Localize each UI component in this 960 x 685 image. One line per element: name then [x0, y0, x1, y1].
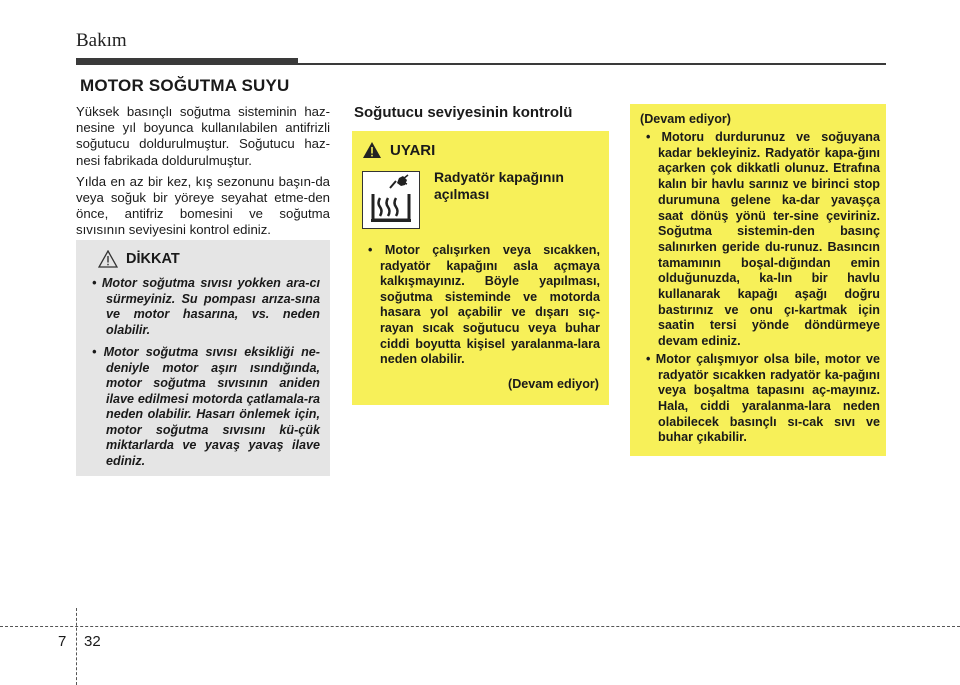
caution-item: • Motor soğutma sıvısı yokken ara-cı sürmeyiniz. Su pompası arıza-sına ve motor hasarına, vs. neden olabilir.: [92, 276, 320, 337]
continued-note: (Devam ediyor): [508, 377, 599, 391]
intro-paragraph-1: Yüksek basınçlı soğutma sisteminin haz-nesine yıl boyunca kullanılabilen antifrizli soğutucu doldurulmuştur. Soğutucu haz-nesi fabrikada doldurulmuştur.: [76, 104, 330, 168]
warning-box: [352, 131, 609, 405]
section-title: MOTOR SOĞUTMA SUYU: [80, 76, 290, 95]
warning-subtitle-line-2: açılması: [434, 186, 490, 202]
continued-item: • Motoru durdurunuz ve soğuyana kadar bekleyiniz. Radyatör kapa-ğını açarken çok dikkatli olunuz. Etrafına kalın bir havlu sarınız ve birinci stop durumuna gelene ka-dar yavaşça saat dönüş yönü ter-sine çeviriniz. Soğutma sistemin-den basınç salınırken geride du-runuz. Basıncın tamamının boşal-dığından emin olduğunuzda, ka-lın bir havlu kullanarak kapağı aşağı doğru bastırınız ve onu çı-kartmak için saatin tersi yönde döndürmeye devam ediniz.: [646, 130, 880, 349]
warning-subtitle-line-1: Radyatör kapağının: [434, 169, 564, 185]
continued-list: [636, 130, 880, 448]
warning-label: UYARI: [390, 141, 436, 159]
caution-box: [76, 240, 330, 476]
warning-triangle-filled-icon: [362, 141, 382, 159]
page-number: 32: [84, 633, 101, 650]
hot-radiator-icon: [362, 171, 420, 229]
warning-item: • Motor çalışırken veya sıcakken, radyatör kapağını asla açmaya kalkışmayınız. Böyle yapılması, soğutma sisteminde ve motorda hasara yol açabilir ve dışarı sıç-rayan sıcak soğutucu veya buhar ciddi boyutta kişisel yaralanma-lara neden olabilir.: [368, 243, 600, 367]
continued-warning-box: [630, 104, 886, 456]
header-rule: [298, 63, 886, 65]
intro-text: [76, 104, 330, 244]
caution-item: • Motor soğutma sıvısı eksikliği ne-deniyle motor aşırı ısındığında, motor soğutma sıvısının aniden ilave edilmesi motorda çatlamala-ra neden olabilir. Hasarı önlemek için, motor soğutma sıvısını kü-çük miktarlarda ve yavaş yavaş ilave ediniz.: [92, 345, 320, 468]
caution-header: [98, 250, 180, 268]
chapter-number: 7: [58, 633, 67, 650]
warning-triangle-outline-icon: [98, 250, 118, 268]
continued-item: • Motor çalışmıyor olsa bile, motor ve radyatör sıcakken radyatör ka-pağını veya boşaltma tapasını aç-mayınız. Hala, ciddi yaralanma-lara neden olabilecek basınçlı sı-cak sıvı ve buhar çıkabilir.: [646, 351, 880, 445]
caution-list: [84, 276, 320, 476]
header-bar: [76, 58, 298, 65]
subsection-title: Soğutucu seviyesinin kontrolü: [354, 104, 573, 121]
footer-rule: [0, 626, 960, 627]
warning-header: [362, 141, 435, 159]
header-title: Bakım: [76, 30, 127, 51]
warning-subtitle: [434, 169, 564, 203]
caution-label: DİKKAT: [126, 251, 180, 267]
continued-heading: (Devam ediyor): [640, 112, 731, 126]
footer-divider: [76, 608, 77, 685]
warning-list: [358, 243, 600, 368]
intro-paragraph-2: Yılda en az bir kez, kış sezonunu başın-da veya soğuk bir yöreye seyahat etme-den önce, antifriz bomesini ve soğutma sıvısının seviyesini kontrol ediniz.: [76, 173, 330, 238]
